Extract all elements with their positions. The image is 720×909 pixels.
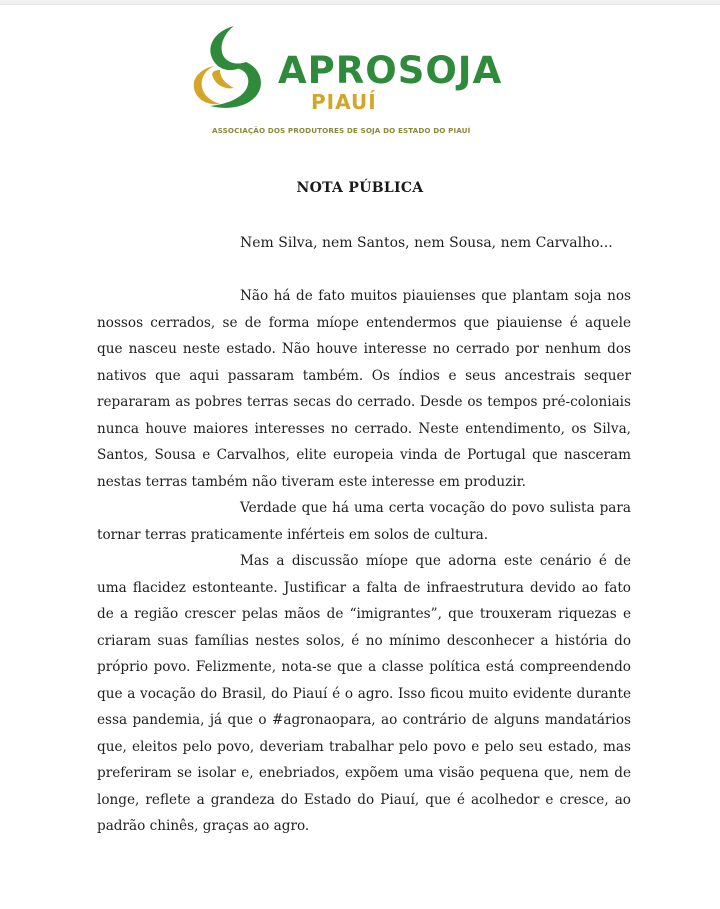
soy-leaf-logo-icon <box>190 22 270 114</box>
paragraph-1: Não há de fato muitos piauienses que plantam soja nos nossos cerrados, se de forma míope entendermos que piauiense é aquele que nasceu neste estado. Não houve interesse no cerrado por nenhum dos nativos que aqui passaram também. Os índios e seus ancestrais sequer repararam as pobres terras secas do cerrado. Desde os tempos pré-coloniais nunca houve maiores interesses no cerrado. Neste entendimento, os Silva, Santos, Sousa e Carvalhos, elite europeia vinda de Portugal que nasceram nestas terras também não tiveram este interesse em produzir. <box>97 288 631 490</box>
paragraph-2: Verdade que há uma certa vocação do povo sulista para tornar terras praticamente inférteis em solos de cultura. <box>97 500 631 543</box>
document-title: NOTA PÚBLICA <box>296 180 424 196</box>
document-body <box>97 283 631 840</box>
top-border <box>0 0 720 5</box>
aprosoja-logo <box>190 22 540 142</box>
brand-tagline: ASSOCIAÇÃO DOS PRODUTORES DE SOJA DO ESTADO DO PIAUÍ <box>212 126 471 135</box>
document-subtitle: Nem Silva, nem Santos, nem Sousa, nem Carvalho... <box>240 235 613 251</box>
brand-region: PIAUÍ <box>311 90 377 114</box>
paragraph-3: Mas a discussão míope que adorna este cenário é de uma flacidez estonteante. Justificar a falta de infraestrutura devido ao fato de a região crescer pelas mãos de “imigrantes”, que trouxeram riquezas e criaram suas famílias nestes solos, é no mínimo desconhecer a história do próprio povo. Felizmente, nota-se que a classe política está compreendendo que a vocação do Brasil, do Piauí é o agro. Isso ficou muito evidente durante essa pandemia, já que o #agronaopara, ao contrário de alguns mandatários que, eleitos pelo povo, deveriam trabalhar pelo povo e pelo seu estado, mas preferiram se isolar e, enebriados, expõem uma visão pequena que, nem de longe, reflete a grandeza do Estado do Piauí, que é acolhedor e cresce, ao padrão chinês, graças ao agro. <box>97 553 631 834</box>
brand-wordmark: APROSOJA <box>278 49 503 92</box>
